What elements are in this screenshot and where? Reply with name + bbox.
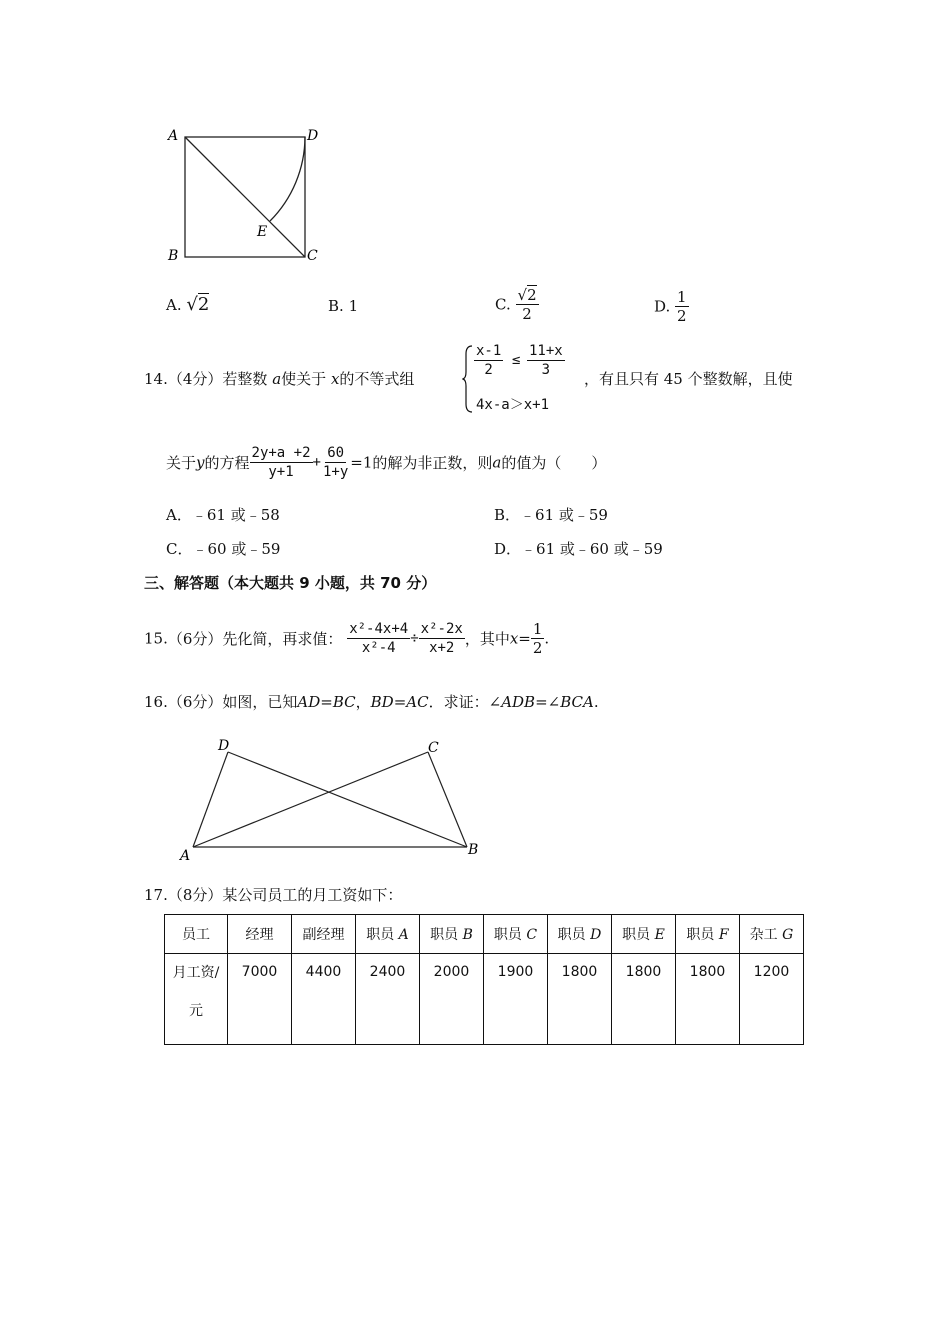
- q14-option-b: B．﹣61 或﹣59: [494, 506, 608, 524]
- value-cell: 2000: [420, 954, 484, 1045]
- q15-fraction-1: $\frac{\text{x²-4x+4}}{\text{x²-4}}$: [349, 621, 409, 656]
- table-header-row: [165, 915, 804, 954]
- header-cell: 职员 F: [676, 915, 740, 954]
- header-cell: 副经理: [292, 915, 356, 954]
- q14-line1-end: ，有且只有 45 个整数解，且使: [584, 370, 793, 388]
- header-cell: 职员 A: [356, 915, 420, 954]
- header-cell: 职员 C: [484, 915, 548, 954]
- q13-option-b: B. 1: [328, 297, 359, 315]
- inequality-system: $\frac{x-1}{2}$ ≤ $\frac{11+x}{3}$ 4x-a＞x+1: [462, 342, 592, 416]
- value-cell: 1900: [484, 954, 548, 1045]
- fraction-one-half: $\frac{1}{2}$: [677, 288, 687, 325]
- vertex-d: D: [307, 128, 319, 144]
- header-cell: 员工: [165, 915, 228, 954]
- value-cell: 1200: [740, 954, 804, 1045]
- header-cell: 杂工 G: [740, 915, 804, 954]
- header-cell: 职员 D: [548, 915, 612, 954]
- value-cell: 1800: [676, 954, 740, 1045]
- value-cell: 1800: [548, 954, 612, 1045]
- section-heading: 三、解答题（本大题共 9 小题，共 70 分）: [144, 574, 437, 592]
- q13-option-d: D. $\frac{1}{2}$: [654, 288, 687, 325]
- row-label-cell: 月工资/ 元: [165, 954, 228, 1045]
- quadrilateral-figure: [170, 730, 490, 865]
- q13-option-a: A. √2: [166, 294, 210, 315]
- q15-value: $\frac{1}{2}$: [532, 620, 543, 657]
- value-cell: 2400: [356, 954, 420, 1045]
- square-figure: [160, 120, 330, 270]
- wage-table: [164, 914, 804, 1045]
- q14-option-d: D．﹣61 或﹣60 或﹣59: [494, 540, 663, 558]
- value-cell: 1800: [612, 954, 676, 1045]
- q17: 17.（8分）某公司员工的月工资如下：: [144, 886, 403, 904]
- q14-option-c: C．﹣60 或﹣59: [166, 540, 281, 558]
- header-cell: 职员 E: [612, 915, 676, 954]
- q14-line1: 14.（4分）若整数 a使关于 x的不等式组: [144, 370, 415, 388]
- q15-fraction-2: $\frac{\text{x²-2x}}{x+2}$: [420, 621, 463, 656]
- vertex-d: D: [218, 738, 230, 754]
- vertex-e: E: [257, 224, 268, 240]
- q13-option-c: C. $\frac{√2}{2}$: [495, 286, 537, 323]
- fraction-sqrt2-over-2: $\frac{√2}{2}$: [517, 286, 537, 323]
- vertex-a: A: [180, 848, 191, 864]
- value-cell: 4400: [292, 954, 356, 1045]
- header-cell: 经理: [228, 915, 292, 954]
- q14-option-a: A．﹣61 或﹣58: [166, 506, 280, 524]
- vertex-a: A: [168, 128, 179, 144]
- header-cell: 职员 B: [420, 915, 484, 954]
- vertex-b: B: [168, 248, 179, 264]
- vertex-c: C: [428, 740, 439, 756]
- q14-line2: 关于y的方程 $\frac{2y+a +2}{y+1}$ + $\frac{60}{1+y}$ =1的解为非正数，则a的值为（ ）: [166, 445, 607, 480]
- q15: 15.（6分）先化简，再求值： $\frac{\text{x²-4x+4}}{\text{x²-4}}$ ÷ $\frac{\text{x²-2x}}{x+2}$ ，其中x= $\frac{1}{2}$ .: [144, 620, 550, 657]
- vertex-b: B: [468, 842, 479, 858]
- q16: 16.（6分）如图，已知AD=BC，BD=AC．求证：∠ADB=∠BCA.: [144, 693, 599, 711]
- table-row: [165, 954, 804, 1045]
- left-brace: [462, 344, 474, 414]
- value-cell: 7000: [228, 954, 292, 1045]
- vertex-c: C: [307, 248, 318, 264]
